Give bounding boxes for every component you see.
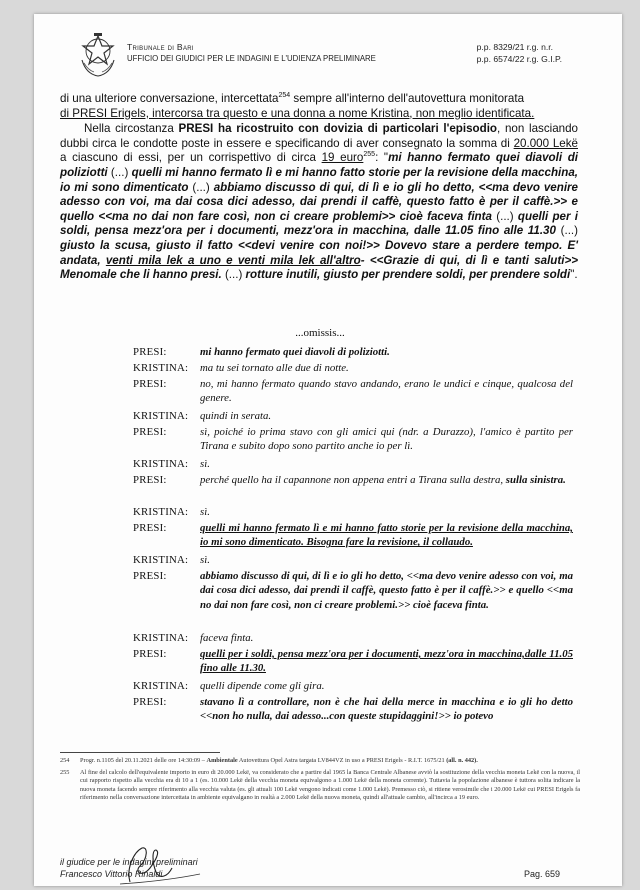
utterance: sì. bbox=[200, 554, 210, 566]
speaker-label: KRISTINA: bbox=[133, 554, 189, 566]
quote-text: mi hanno fermato quei diavoli di poliziotti bbox=[60, 151, 579, 179]
utterance: faceva finta. bbox=[200, 632, 254, 644]
intro-text bbox=[60, 92, 578, 283]
speaker-label: KRISTINA: bbox=[133, 410, 189, 422]
footnote-divider bbox=[60, 752, 220, 753]
speaker-label: PRESI: bbox=[133, 426, 167, 438]
utterance-bold-part: sulla sinistra. bbox=[505, 474, 566, 486]
speaker-label: PRESI: bbox=[133, 570, 167, 582]
text-run: (...) bbox=[555, 224, 579, 238]
amount-lek: 20.000 Lekë bbox=[513, 136, 578, 150]
amount-euro: 19 euro bbox=[321, 151, 364, 165]
speaker-label: PRESI: bbox=[133, 648, 167, 660]
quote-text-underlined: venti mila lek a uno e venti mila lek all'altro bbox=[105, 253, 361, 267]
intro-paragraph-1 bbox=[60, 92, 578, 121]
utterance: mi hanno fermato quei diavoli di poliziotti. bbox=[200, 346, 390, 358]
judge-title: il giudice per le indagini preliminari bbox=[60, 857, 198, 867]
omissis-marker: ...omissis... bbox=[295, 327, 345, 339]
quote-text: quelli mi hanno fermato lì e mi hanno fatto storie per la revisione della macchina, io mi sono dimenticato bbox=[60, 165, 579, 194]
speaker-label: KRISTINA: bbox=[133, 632, 189, 644]
utterance: ma tu sei tornato alle due di notte. bbox=[200, 362, 349, 374]
text-run: di una ulteriore conversazione, intercettata bbox=[60, 92, 279, 105]
speaker-label: PRESI: bbox=[133, 346, 167, 358]
speaker-label: PRESI: bbox=[133, 378, 167, 390]
utterance: sì. bbox=[200, 458, 210, 470]
utterance: stavano lì a controllare, non è che hai della merce in macchina e io gli ho detto <<non ho nulla, dai adesso...con queste stupidaggini!>> io potevo bbox=[200, 696, 573, 723]
text-run: , non lasciando dubbi circa le condotte poste in essere e specificando di aver consegnato la somma di bbox=[60, 122, 579, 150]
bold-text: (all. n. 442). bbox=[446, 757, 478, 764]
text-run: (...) bbox=[221, 268, 246, 282]
speaker-label: PRESI: bbox=[133, 696, 167, 708]
text-run: a ciascuno di essi, per un corrispettivo di circa bbox=[60, 151, 322, 165]
utterance-part: perché quello ha il capannone non appena entri a Tirana sulla destra, bbox=[200, 474, 506, 486]
speaker-label: KRISTINA: bbox=[133, 680, 189, 692]
intro-paragraph-2 bbox=[60, 122, 578, 283]
judge-name: Francesco Vittorio Rinaldi bbox=[60, 869, 163, 879]
bold-text: PRESI ha ricostruito con dovizia di particolari l'episodio bbox=[178, 122, 498, 136]
quote-text: rotture inutili, giusto per prendere soldi, per prendere soldi bbox=[245, 268, 571, 282]
court-office: UFFICIO DEI GIUDICI PER LE INDAGINI E L'UDIENZA PRELIMINARE bbox=[127, 54, 376, 63]
case-references bbox=[477, 41, 562, 65]
speaker-label: PRESI: bbox=[133, 522, 167, 534]
court-name: Tribunale di Bari bbox=[127, 42, 194, 52]
utterance: quelli per i soldi, pensa mezz'ora per i documenti, mezz'ora in macchina,dalle 11.05 fino alle 11.30. bbox=[200, 648, 573, 675]
utterance: quelli mi hanno fermato lì e mi hanno fatto storie per la revisione della macchina, io mi sono dimenticato. Bisogna fare la revisione, il collaudo. bbox=[200, 522, 573, 549]
utterance: sì, poiché io prima stavo con gli amici qui (ndr. a Durazzo), l'amico è partito per Tirana e subito dopo sono partito anche io per lì. bbox=[200, 426, 573, 453]
footnote-number: 254 bbox=[60, 757, 70, 764]
text-run: (...) bbox=[107, 165, 132, 179]
quote-text: - <<Grazie di qui, di lì e tanti saluti>> Menomale che li hanno presi. bbox=[60, 253, 579, 282]
text-run: (...) bbox=[491, 209, 518, 223]
speaker-label: PRESI: bbox=[133, 474, 167, 486]
underlined-text: di PRESI Erigels, intercorsa tra questo e una donna a nome Kristina, non meglio identificata. bbox=[60, 106, 535, 120]
footnote-254 bbox=[60, 757, 580, 765]
text-run: (...) bbox=[188, 180, 214, 194]
speaker-label: KRISTINA: bbox=[133, 506, 189, 518]
footnote-255 bbox=[60, 769, 580, 802]
quote-text: abbiamo discusso di qui, di lì e io gli ho detto, <<ma devo venire adesso con voi, ma dai cosa dici adesso, dai prendi il caffè, questo fatto è per il caffè.>> e quello <<ma no dai non fare così, non ci creare problemi>> cioè faceva finta bbox=[60, 180, 578, 223]
text-run: Nella circostanza bbox=[84, 122, 179, 136]
speaker-label: KRISTINA: bbox=[133, 458, 189, 470]
quote-text: quelli per i soldi, pensa mezz'ora per i documenti, mezz'ora in macchina, dalle 11.05 fino alle 11.30 bbox=[60, 209, 579, 238]
case-ref-1: p.p. 8329/21 r.g. n.r. bbox=[476, 42, 554, 52]
footnote-text: Al fine del calcolo dell'equivalente importo in euro di 20.000 Lekë, va considerato che a partire dal 1965 la Banca Centrale Albanese avviò la sostituzione della vecchia moneta Lekë con la nuova, il cui rapporto rispetto alla vecchia era di 10 a 1 (es. 10.000 Lekë della vecchia moneta equivalgono a 1.000 Lekë della moneta corrente). Tuttavia la popolazione albanese è tuttora solita indicare la nuova moneta facendo sempre riferimento alla vecchia valuta (es. gli attuali 100 Lekë vengono indicati come 1.000 Lekë). Premesso ciò, si ritiene verosimile che i 20.000 Lekë cui PRESI Erigels fa riferimento nella conversazione intercettata in ambiente equivalgano in realtà a 2.000 Lekë della nuova moneta, quindi all'attuale cambio, all'incirca a 19 euro. bbox=[80, 769, 580, 801]
utterance: quelli dipende come gli gira. bbox=[200, 680, 325, 692]
bold-text: Ambientale bbox=[206, 757, 238, 764]
utterance bbox=[200, 473, 573, 487]
text-run: ". bbox=[570, 268, 578, 282]
court-header bbox=[127, 41, 376, 65]
text-run: : " bbox=[375, 151, 389, 165]
text-run: Autovettura Opel Astra targata LV844VZ in uso a PRESI Erigels - R.I.T. 1675/21 bbox=[237, 757, 447, 764]
footnote-ref-255: 255 bbox=[363, 151, 376, 159]
italian-republic-emblem-icon bbox=[76, 30, 120, 78]
speaker-label: KRISTINA: bbox=[133, 362, 189, 374]
quote-text: giusto la scusa, giusto il fatto <<devi venire con noi!>> Dovevo stare a perdere tempo. E' andata, bbox=[60, 238, 578, 267]
footnote-ref-254: 254 bbox=[278, 92, 291, 100]
judge-signature-block bbox=[60, 856, 198, 880]
text-run: sempre all'interno dell'autovettura monitorata bbox=[290, 92, 525, 105]
case-ref-2: p.p. 6574/22 r.g. G.I.P. bbox=[476, 54, 562, 64]
footnote-text bbox=[80, 757, 580, 765]
text-run: Progr. n.1105 del 20.11.2021 delle ore 14:30:09 – bbox=[80, 757, 207, 764]
utterance: no, mi hanno fermato quando stavo andando, erano le undici e cinque, qualcosa del genere. bbox=[200, 378, 573, 405]
page-number: Pag. 659 bbox=[523, 869, 560, 879]
utterance: abbiamo discusso di qui, di lì e io gli ho detto, <<ma devo venire adesso con voi, ma dai cosa dici adesso, dai prendi il caffè, questo fatto è per il caffè.>> e quello <<ma no dai non fare così, non ci creare problemi.>> cioè faceva finta. bbox=[200, 570, 573, 611]
utterance: quindi in serata. bbox=[200, 410, 272, 422]
footnotes bbox=[60, 757, 580, 802]
utterance: sì. bbox=[200, 506, 210, 518]
footnote-number: 255 bbox=[60, 769, 70, 777]
